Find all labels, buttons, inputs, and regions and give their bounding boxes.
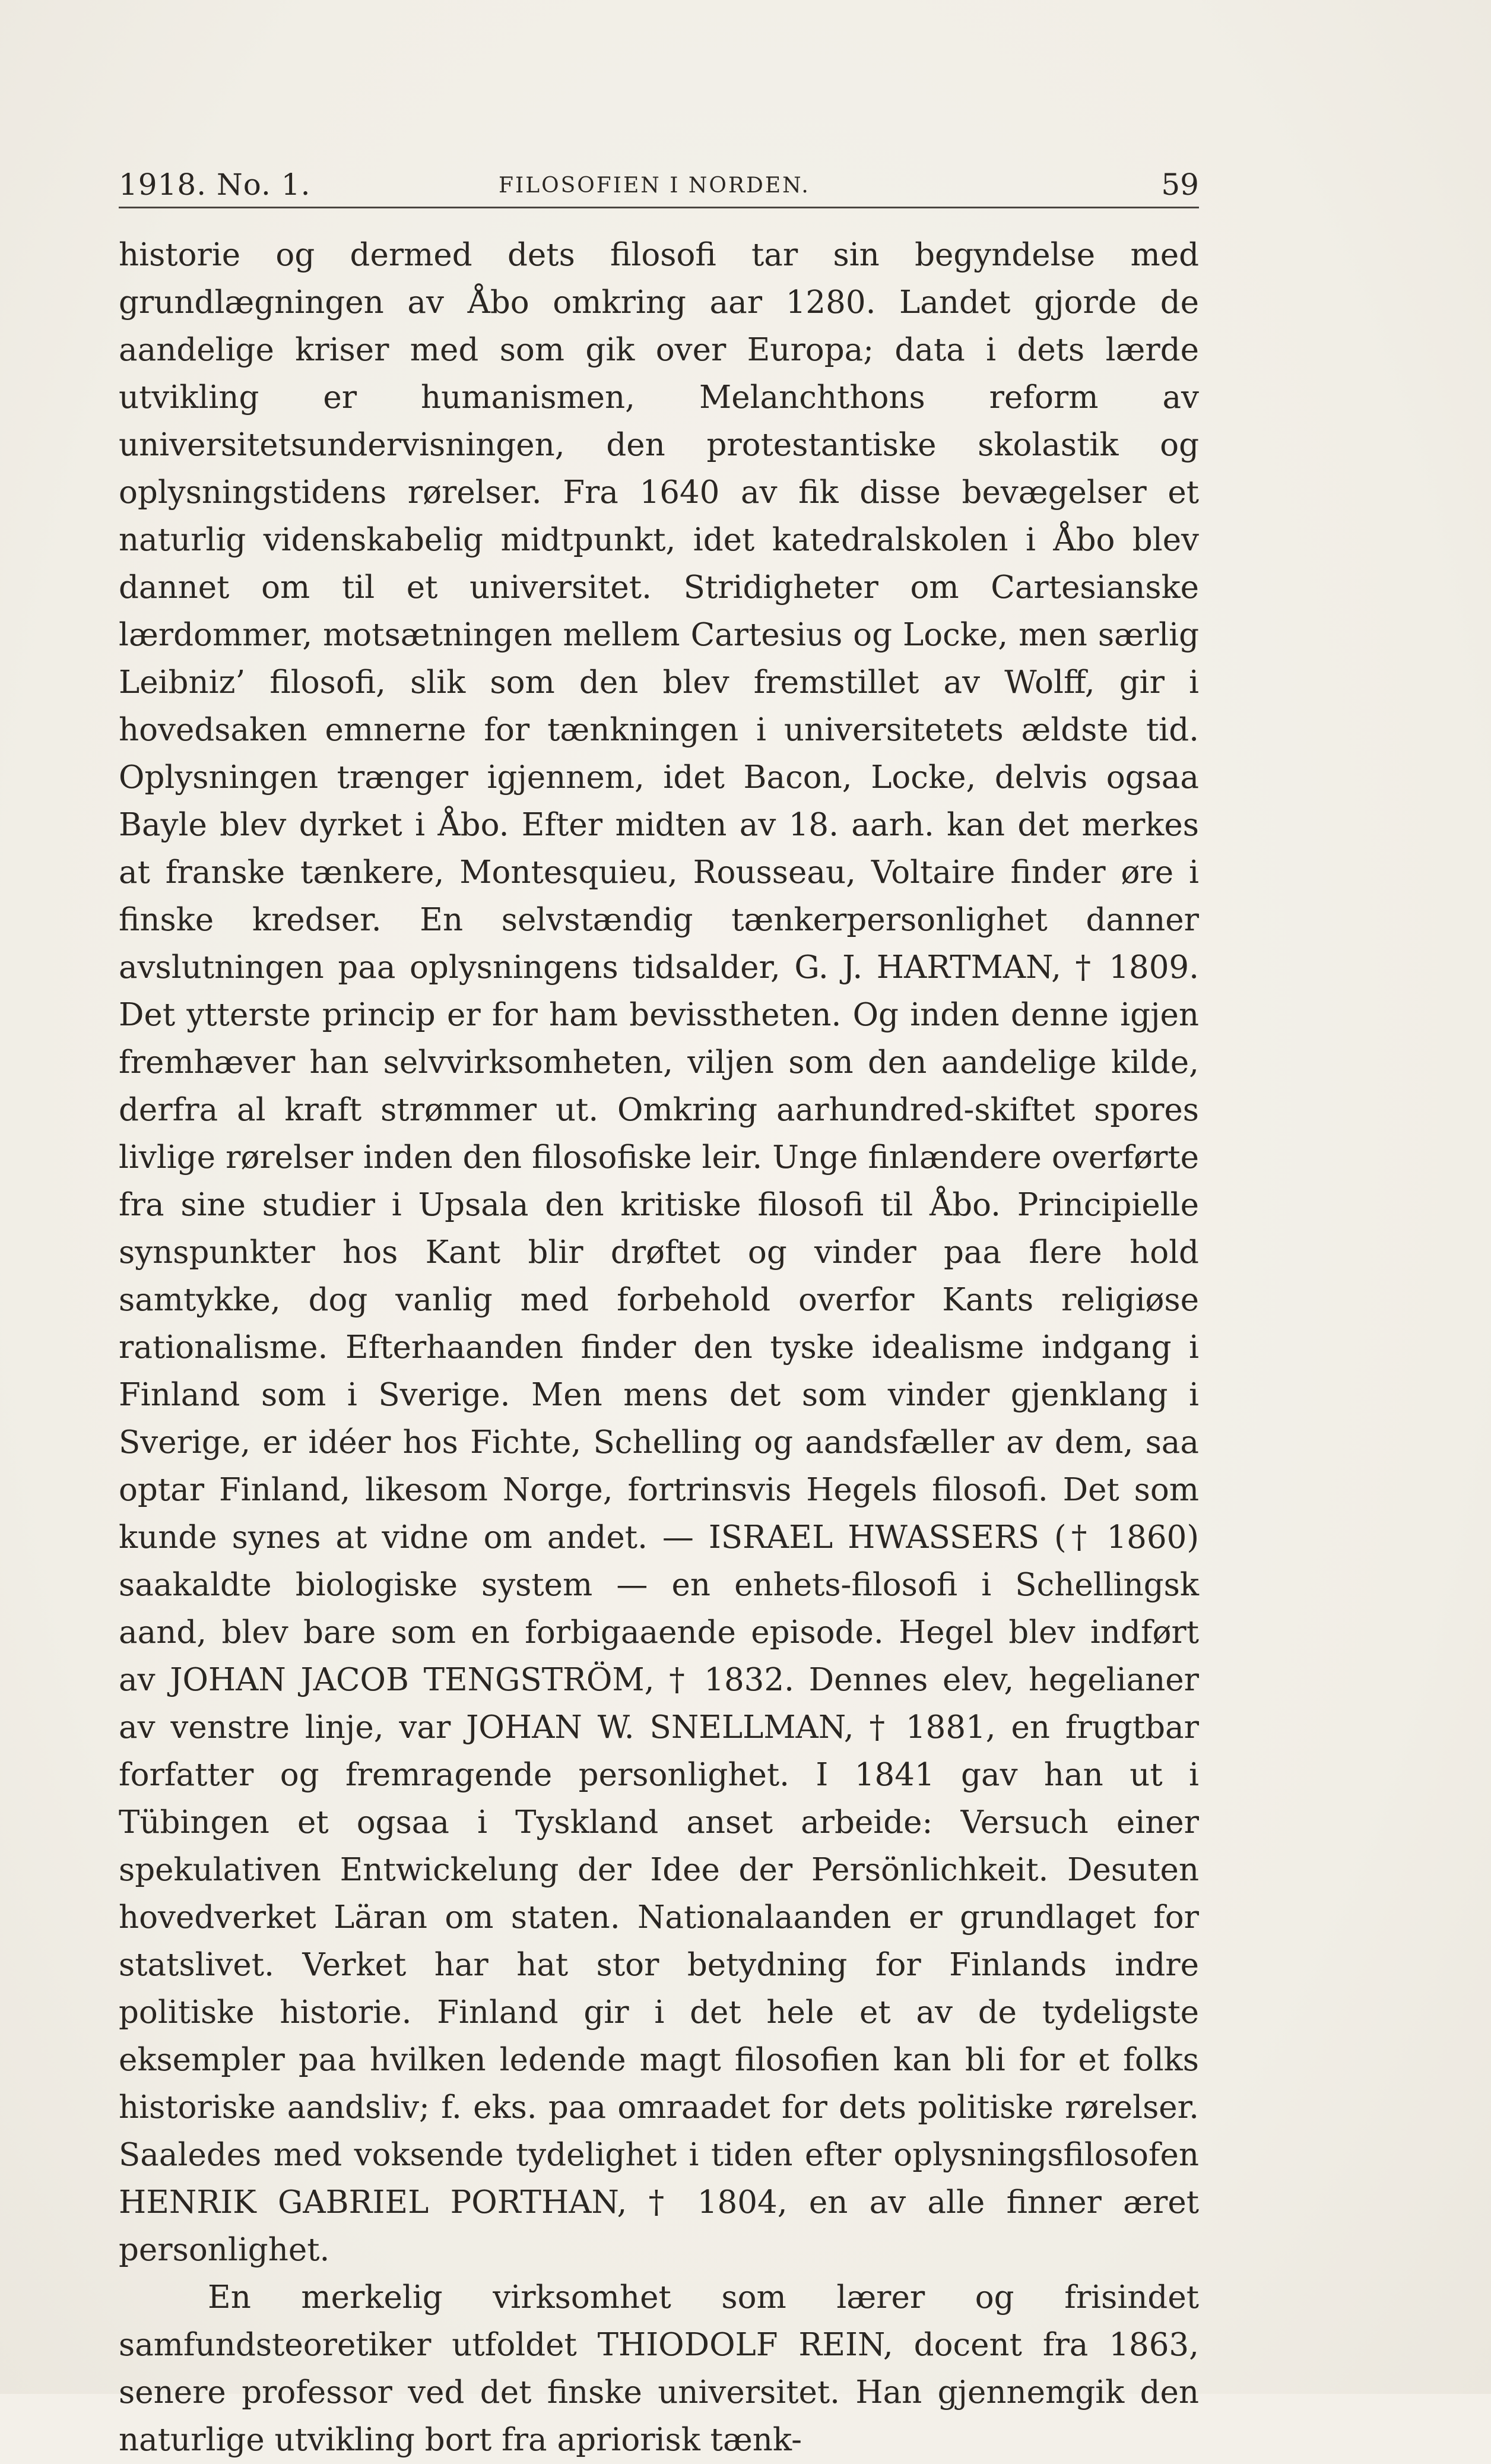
paragraph-1: historie og dermed dets filosofi tar sin begyndelse med grundlægningen av Åbo omkring aar 1280. Landet gjorde de aandelige kriser med som gik over Europa; data i dets lærde utvikling er humanismen, Melanchthons reform av universitetsundervisningen, den protestantiske skolastik og oplysningstidens rørelser. Fra 1640 av fik disse bevægelser et naturlig videnskabelig midtpunkt, idet katedralskolen i Åbo blev dannet om til et universitet. Stridigheter om Cartesianske lærdommer, motsætningen mellem Cartesius og Locke, men særlig Leibniz’ filosofi, slik som den blev fremstillet av Wolff, gir i hovedsaken emnerne for tænkningen i universitetets ældste tid. Oplysningen trænger igjennem, idet Bacon, Locke, delvis ogsaa Bayle blev dyrket i Åbo. Efter midten av 18. aarh. kan det merkes at franske tænkere, Montesquieu, Rousseau, Voltaire finder øre i finske kredser. En selvstændig tænkerpersonlighet danner avslutningen paa oplysningens tidsalder, G. J. HARTMAN, † 1809. Det ytterste princip er for ham bevisstheten. Og inden denne igjen fremhæver han selvvirksomheten, viljen som den aandelige kilde, derfra al kraft strømmer ut. Omkring aarhundred-skiftet spores livlige rørelser inden den filosofiske leir. Unge finlændere overførte fra sine studier i Upsala den kritiske filosofi til Åbo. Principielle synspunkter hos Kant blir drøftet og vinder paa flere hold samtykke, dog vanlig med forbehold overfor Kants religiøse rationalisme. Efterhaanden finder den tyske idealisme indgang i Finland som i Sverige. Men mens det som vinder gjenklang i Sverige, er idéer hos Fichte, Schelling og aandsfæller av dem, saa optar Finland, likesom Norge, fortrinsvis Hegels filosofi. Det som kunde synes at vidne om andet. — ISRAEL HWASSERS († 1860) saakaldte biologiske system — en enhets-filosofi i Schellingsk aand, blev bare som en forbigaaende episode. Hegel blev indført av JOHAN JACOB TENGSTRÖM, † 1832. Dennes elev, hegelianer av venstre linje, var JOHAN W. SNELLMAN, † 1881, en frugtbar forfatter og fremragende personlighet. I 1841 gav han ut i Tübingen et ogsaa i Tyskland anset arbeide: Versuch einer spekulativen Entwickelung der Idee der Persönlichkeit. Desuten hovedverket Läran om staten. Nationalaanden er grundlaget for statslivet. Verket har hat stor betydning for Finlands indre politiske historie. Finland gir i det hele et av de tydeligste eksempler paa hvilken ledende magt filosofien kan bli for et folks historiske aandsliv; f. eks. paa omraadet for dets politiske rørelser. Saaledes med voksende tydelighet i tiden efter oplysningsfilosofen HENRIK GABRIEL PORTHAN, † 1804, en av alle finner æret personlighet. [119, 237, 1199, 2268]
page-number: 59 [1161, 167, 1199, 202]
issue-label: 1918. No. 1. [119, 167, 311, 202]
paragraph-2: En merkelig virksomhet som lærer og frisindet samfundsteoretiker utfoldet THIODOLF REIN, docent fra 1863, senere professor ved det finske universitet. Han gjennemgik den naturlige utvikling bort fra apriorisk tænk- [119, 2279, 1199, 2458]
body-text [119, 232, 1199, 2464]
running-title: FILOSOFIEN I NORDEN. [499, 173, 810, 198]
page-header [119, 159, 1199, 208]
